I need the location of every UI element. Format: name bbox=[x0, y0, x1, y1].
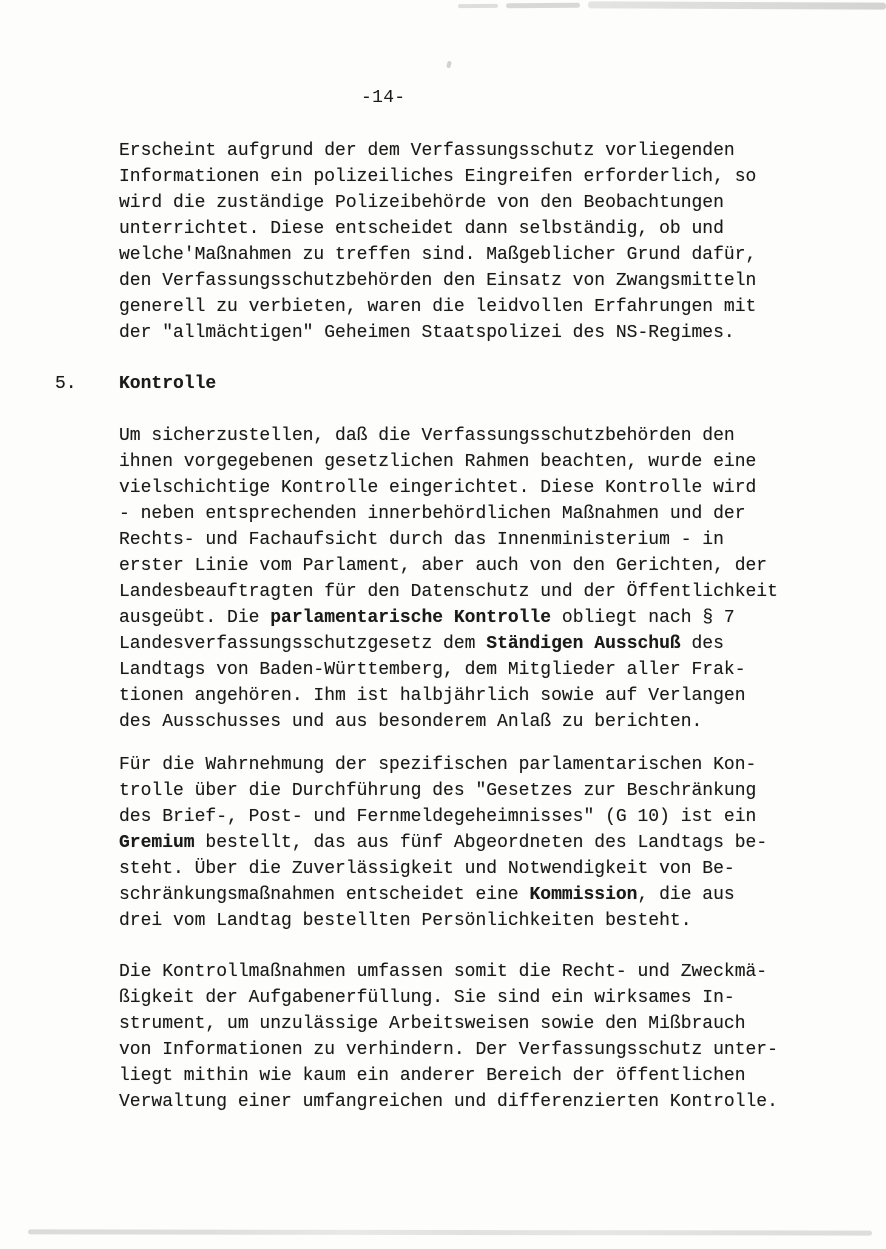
text-line bbox=[119, 190, 756, 216]
text-line bbox=[119, 449, 778, 475]
paragraph bbox=[119, 752, 767, 934]
text-line bbox=[119, 959, 778, 985]
text-line bbox=[119, 164, 756, 190]
text-line bbox=[119, 985, 778, 1011]
body-text: generell zu verbieten, waren die leidvollen Erfahrungen mit bbox=[119, 297, 757, 317]
text-line bbox=[119, 882, 767, 908]
body-text: Die Kontrollmaßnahmen umfassen somit die Recht- und Zweckmä- bbox=[119, 962, 768, 982]
text-line bbox=[119, 268, 756, 294]
body-text: obliegt nach § 7 bbox=[551, 608, 735, 628]
text-line bbox=[119, 501, 778, 527]
text-line bbox=[119, 423, 778, 449]
text-line bbox=[119, 553, 778, 579]
text-line bbox=[119, 1037, 778, 1063]
body-text: Landtags von Baden-Württemberg, dem Mitglieder aller Frak- bbox=[119, 660, 746, 680]
text-line bbox=[119, 908, 767, 934]
body-text: schränkungsmaßnahmen entscheidet eine bbox=[119, 885, 530, 905]
text-line bbox=[119, 804, 767, 830]
body-text: erster Linie vom Parlament, aber auch von den Gerichten, der bbox=[119, 556, 768, 576]
body-text: steht. Über die Zuverlässigkeit und Notwendigkeit von Be- bbox=[119, 859, 735, 879]
body-text: wird die zuständige Polizeibehörde von den Beobachtungen bbox=[119, 193, 724, 213]
text-line bbox=[119, 579, 778, 605]
emphasized-text: parlamentarische Kontrolle bbox=[270, 608, 552, 628]
body-text: ausgeübt. Die bbox=[119, 608, 271, 628]
section-title: Kontrolle bbox=[119, 374, 217, 394]
text-line bbox=[119, 752, 767, 778]
body-text: strument, um unzulässige Arbeitsweisen sowie den Mißbrauch bbox=[119, 1014, 746, 1034]
text-line bbox=[119, 631, 778, 657]
body-text: tionen angehören. Ihm ist halbjährlich sowie auf Verlangen bbox=[119, 686, 746, 706]
body-text: von Informationen zu verhindern. Der Verfassungsschutz unter- bbox=[119, 1040, 778, 1060]
section-heading bbox=[55, 371, 216, 397]
text-line bbox=[119, 320, 756, 346]
text-line bbox=[119, 475, 778, 501]
body-text: Für die Wahrnehmung der spezifischen parlamentarischen Kon- bbox=[119, 755, 757, 775]
body-text: Informationen ein polizeiliches Eingreifen erforderlich, so bbox=[119, 167, 757, 187]
body-text: , die aus bbox=[637, 885, 735, 905]
text-line bbox=[119, 657, 778, 683]
body-text: unterrichtet. Diese entscheidet dann selbständig, ob und bbox=[119, 219, 724, 239]
paragraph bbox=[119, 423, 778, 735]
body-text: des Brief-, Post- und Fernmeldegeheimnisses" (G 10) ist ein bbox=[119, 807, 757, 827]
emphasized-text: Gremium bbox=[119, 833, 195, 853]
body-text: des Ausschusses und aus besonderem Anlaß zu berichten. bbox=[119, 712, 703, 732]
body-text: ihnen vorgegebenen gesetzlichen Rahmen beachten, wurde eine bbox=[119, 452, 757, 472]
body-text: den Verfassungsschutzbehörden den Einsatz von Zwangsmitteln bbox=[119, 271, 757, 291]
text-line bbox=[119, 856, 767, 882]
text-line bbox=[119, 527, 778, 553]
text-line bbox=[119, 138, 756, 164]
body-text: bestellt, das aus fünf Abgeordneten des Landtags be- bbox=[194, 833, 768, 853]
body-text: drei vom Landtag bestellten Persönlichkeiten besteht. bbox=[119, 911, 692, 931]
body-text: Verwaltung einer umfangreichen und differenzierten Kontrolle. bbox=[119, 1092, 778, 1112]
body-text: Erscheint aufgrund der dem Verfassungsschutz vorliegenden bbox=[119, 141, 735, 161]
text-line bbox=[119, 778, 767, 804]
emphasized-text: Kommission bbox=[529, 885, 638, 905]
text-line bbox=[119, 683, 778, 709]
text-line bbox=[119, 216, 756, 242]
paragraph bbox=[119, 138, 756, 346]
body-text: des bbox=[680, 634, 724, 654]
emphasized-text: Ständigen Ausschuß bbox=[486, 634, 681, 654]
body-text: der "allmächtigen" Geheimen Staatspolizei des NS-Regimes. bbox=[119, 323, 735, 343]
text-line bbox=[119, 294, 756, 320]
body-text: ßigkeit der Aufgabenerfüllung. Sie sind ein wirksames In- bbox=[119, 988, 735, 1008]
text-line bbox=[119, 1063, 778, 1089]
page-number: -14- bbox=[361, 88, 406, 108]
text-line bbox=[119, 242, 756, 268]
body-text: welche'Maßnahmen zu treffen sind. Maßgeblicher Grund dafür, bbox=[119, 245, 757, 265]
body-text: vielschichtige Kontrolle eingerichtet. Diese Kontrolle wird bbox=[119, 478, 757, 498]
body-text: - neben entsprechenden innerbehördlichen Maßnahmen und der bbox=[119, 504, 746, 524]
text-line bbox=[119, 1011, 778, 1037]
text-line bbox=[119, 1089, 778, 1115]
body-text: Landesbeauftragten für den Datenschutz und der Öffentlichkeit bbox=[119, 582, 778, 602]
body-text: Rechts- und Fachaufsicht durch das Innenministerium - in bbox=[119, 530, 724, 550]
body-text: Landesverfassungsschutzgesetz dem bbox=[119, 634, 487, 654]
text-line bbox=[119, 605, 778, 631]
section-number: 5. bbox=[55, 374, 77, 394]
body-text: trolle über die Durchführung des "Gesetzes zur Beschränkung bbox=[119, 781, 757, 801]
body-text: Um sicherzustellen, daß die Verfassungsschutzbehörden den bbox=[119, 426, 735, 446]
paragraph bbox=[119, 959, 778, 1115]
body-text: liegt mithin wie kaum ein anderer Bereich der öffentlichen bbox=[119, 1066, 746, 1086]
text-line bbox=[119, 830, 767, 856]
text-line bbox=[119, 709, 778, 735]
